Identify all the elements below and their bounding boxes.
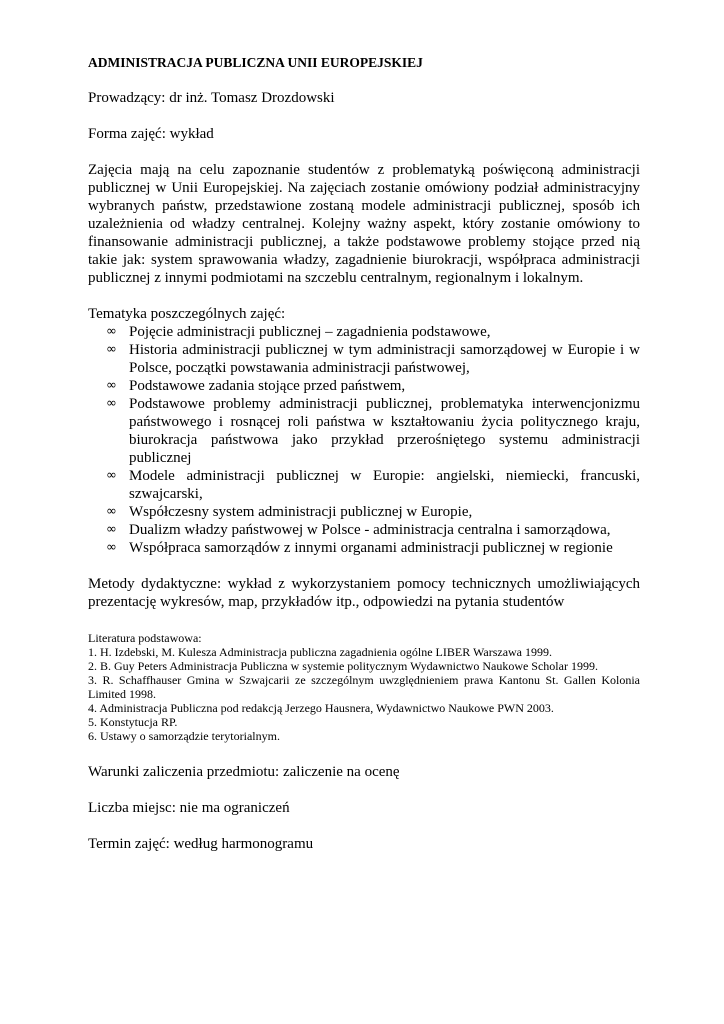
literature-item: 4. Administracja Publiczna pod redakcją Jerzego Hausnera, Wydawnictwo Naukowe PWN 2003. [88,701,554,715]
topic-text: Dualizm władzy państwowej w Polsce - administracja centralna i samorządowa, [129,522,611,538]
topic-text: Podstawowe problemy administracji publicznej, problematyka interwencjonizmu państwowego i rosnącej roli państwa w kształtowaniu życia politycznego kraju, biurokracja państwowa jako przykład przerośniętego systemu administracji publicznej [129,396,640,466]
course-description: Zajęcia mają na celu zapoznanie studentów z problematyką poświęconą administracji publicznej w Unii Europejskiej. Na zajęciach zostanie omówiony podział administracyjny wybranych państw, przedstawione zostaną modele administracji publicznej, sposób ich uzależnienia od władzy centralnej. Kolejny ważny aspekt, który zostanie omówiony to finansowanie administracji publicznej, a także podstawowe problemy stojące przed nią takie jak: system sprawowania władzy, zagadnienie biurokracji, współpraca administracji publicznej z innymi podmiotami na szczeblu centralnym, regionalnym i lokalnym. [88,162,640,286]
topic-text: Historia administracji publicznej w tym administracji samorządowej w Europie i w Polsce, początki powstawania administracji państwowej, [129,342,640,376]
topic-text: Współczesny system administracji publicznej w Europie, [129,504,473,520]
list-item [88,377,640,395]
literature-item: 2. B. Guy Peters Administracja Publiczna w systemie politycznym Wydawnictwo Naukowe Scholar 1999. [88,659,598,673]
literature-item: 3. R. Schaffhauser Gmina w Szwajcarii ze szczególnym uwzględnieniem prawa Kantonu St. Gallen Kolonia Limited 1998. [88,673,640,701]
list-item [88,323,640,341]
credit-conditions: Warunki zaliczenia przedmiotu: zaliczenie na ocenę [88,764,400,780]
literature-heading: Literatura podstawowa: [88,631,202,645]
document-page [88,54,640,853]
infinity-bullet-icon: ∞ [106,396,117,411]
topics-list [88,323,640,557]
page-title: ADMINISTRACJA PUBLICZNA UNII EUROPEJSKIEJ [88,55,423,70]
list-item [88,503,640,521]
topic-text: Modele administracji publicznej w Europie: angielski, niemiecki, francuski, szwajcarski, [129,468,640,502]
instructor-line: Prowadzący: dr inż. Tomasz Drozdowski [88,90,335,106]
literature-item: 5. Konstytucja RP. [88,715,178,729]
infinity-bullet-icon: ∞ [106,504,117,519]
list-item [88,341,640,377]
list-item [88,521,640,539]
infinity-bullet-icon: ∞ [106,342,117,357]
topic-text: Podstawowe zadania stojące przed państwem, [129,378,406,394]
infinity-bullet-icon: ∞ [106,378,117,393]
infinity-bullet-icon: ∞ [106,324,117,339]
literature-section [88,631,640,743]
topics-heading: Tematyka poszczególnych zajęć: [88,306,286,322]
list-item [88,395,640,467]
infinity-bullet-icon: ∞ [106,522,117,537]
class-form-line: Forma zajęć: wykład [88,126,214,142]
list-item [88,539,640,557]
list-item [88,467,640,503]
literature-item: 1. H. Izdebski, M. Kulesza Administracja publiczna zagadnienia ogólne LIBER Warszawa 1999. [88,645,553,659]
infinity-bullet-icon: ∞ [106,540,117,555]
teaching-methods: Metody dydaktyczne: wykład z wykorzystaniem pomocy technicznych umożliwiających prezentację wykresów, map, przykładów itp., odpowiedzi na pytania studentów [88,576,640,610]
class-schedule: Termin zajęć: według harmonogramu [88,836,314,852]
infinity-bullet-icon: ∞ [106,468,117,483]
topic-text: Współpraca samorządów z innymi organami administracji publicznej w regionie [129,540,613,556]
topic-text: Pojęcie administracji publicznej – zagadnienia podstawowe, [129,324,491,340]
literature-item: 6. Ustawy o samorządzie terytorialnym. [88,729,280,743]
seats-limit: Liczba miejsc: nie ma ograniczeń [88,800,290,816]
